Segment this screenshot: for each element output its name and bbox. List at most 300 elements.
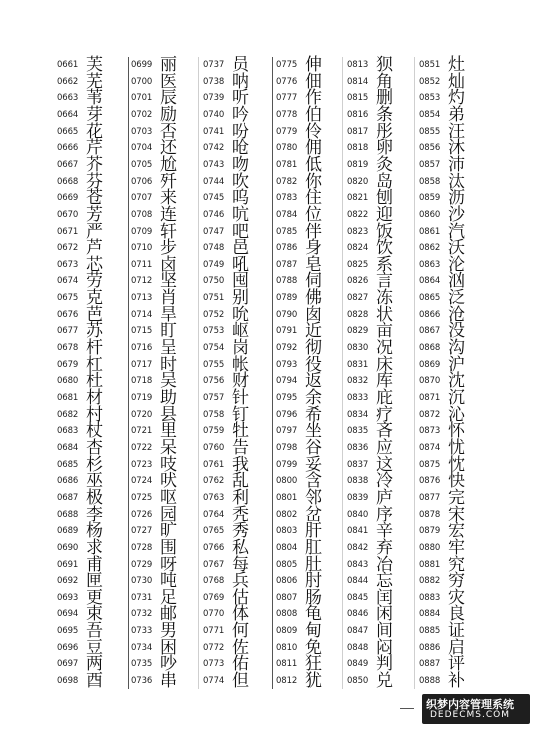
entry-character: 呆 [160, 437, 177, 458]
entry-code: 0713 [131, 293, 153, 304]
entry-code: 0723 [131, 459, 153, 470]
entry-code: 0672 [57, 243, 79, 254]
entry-code: 0857 [419, 159, 441, 170]
entry-code: 0811 [276, 659, 298, 670]
entry-character: 巫 [86, 471, 103, 492]
entry-code: 0694 [57, 609, 79, 620]
entry-code: 0680 [57, 376, 79, 387]
entry-code: 0878 [419, 509, 441, 520]
entry-character: 呛 [232, 138, 249, 159]
entry-code: 0832 [347, 376, 369, 387]
entry-code: 0673 [57, 259, 79, 270]
entry-character: 妥 [305, 454, 322, 475]
entry-character: 呕 [160, 487, 177, 508]
entry-character: 苏 [86, 321, 103, 342]
entry-code: 0721 [131, 426, 153, 437]
entry-code: 0693 [57, 592, 79, 603]
entry-code: 0692 [57, 576, 79, 587]
entry-code: 0809 [276, 626, 298, 637]
entry-code: 0758 [203, 409, 225, 420]
entry-code: 0870 [419, 376, 441, 387]
entry-code: 0797 [276, 426, 298, 437]
entry-character: 低 [305, 154, 322, 175]
entry-code: 0817 [347, 126, 369, 137]
entry-character: 怀 [448, 421, 465, 442]
entry-code: 0839 [347, 492, 369, 503]
entry-code: 0763 [203, 492, 225, 503]
entry-character: 芙 [86, 55, 103, 75]
entry-code: 0766 [203, 542, 225, 553]
entry-code: 0767 [203, 559, 225, 570]
entry-character: 但 [232, 671, 249, 692]
entry-character: 尬 [160, 154, 177, 175]
entry-code: 0676 [57, 309, 79, 320]
entry-character: 近 [305, 321, 322, 342]
entry-character: 系 [376, 254, 393, 275]
entry-code: 0841 [347, 526, 369, 537]
entry-character: 县 [160, 404, 177, 425]
entry-character: 冷 [376, 471, 393, 492]
entry-character: 沟 [448, 338, 465, 359]
entry-character: 连 [160, 204, 177, 225]
entry-character: 兑 [376, 671, 393, 692]
entry-code: 0791 [276, 326, 298, 337]
entry-character: 村 [86, 404, 103, 425]
entry-code: 0702 [131, 109, 153, 120]
entry-code: 0830 [347, 343, 369, 354]
entry-character: 饭 [376, 221, 393, 242]
entry-code: 0886 [419, 642, 441, 653]
entry-code: 0683 [57, 426, 79, 437]
entry-character: 芽 [86, 104, 103, 125]
entry-code: 0689 [57, 526, 79, 537]
entry-character: 佃 [305, 71, 322, 92]
entry-character: 束 [86, 604, 103, 625]
watermark-cn-text: 织梦内容管理系统 [426, 698, 514, 711]
entry-character: 评 [448, 654, 465, 675]
entry-character: 究 [448, 554, 465, 575]
entry-character: 极 [86, 487, 103, 508]
entry-code: 0863 [419, 259, 441, 270]
entry-code: 0709 [131, 226, 153, 237]
entry-code: 0759 [203, 426, 225, 437]
entry-character: 希 [305, 404, 322, 425]
entry-character: 励 [160, 104, 177, 125]
entry-code: 0795 [276, 393, 298, 403]
entry-code: 0743 [203, 159, 225, 170]
entry-character: 甫 [86, 554, 103, 575]
entry-code: 0868 [419, 343, 441, 354]
entry-code: 0686 [57, 476, 79, 487]
entry-character: 旷 [160, 521, 177, 542]
entry-character: 佐 [232, 637, 249, 658]
entry-character: 杏 [86, 437, 103, 458]
entry-character: 沙 [448, 204, 465, 225]
entry-code: 0796 [276, 409, 298, 420]
entry-code: 0860 [419, 209, 441, 220]
entry-code: 0717 [131, 359, 153, 370]
entry-code: 0813 [347, 60, 369, 70]
entry-character: 芯 [86, 254, 103, 275]
entry-code: 0805 [276, 559, 298, 570]
entry-character: 更 [86, 587, 103, 608]
entry-character: 佑 [232, 654, 249, 675]
entry-character: 完 [448, 487, 465, 508]
entry-character: 宏 [448, 521, 465, 542]
entry-code: 0885 [419, 626, 441, 637]
watermark-en-text: DEDECMS.COM [430, 710, 510, 720]
entry-character: 吭 [232, 204, 249, 225]
entry-character: 役 [305, 354, 322, 375]
entry-code: 0690 [57, 542, 79, 553]
entry-code: 0715 [131, 326, 153, 337]
entry-code: 0665 [57, 126, 79, 137]
entry-code: 0774 [203, 676, 225, 687]
entry-code: 0762 [203, 476, 225, 487]
entry-code: 0859 [419, 193, 441, 204]
character-column [57, 55, 117, 692]
entry-code: 0883 [419, 592, 441, 603]
entry-character: 呈 [160, 338, 177, 359]
entry-code: 0881 [419, 559, 441, 570]
entry-code: 0746 [203, 209, 225, 220]
entry-character: 判 [376, 654, 393, 675]
entry-code: 0874 [419, 442, 441, 453]
entry-code: 0781 [276, 159, 298, 170]
entry-code: 0677 [57, 326, 79, 337]
entry-code: 0803 [276, 526, 298, 537]
entry-code: 0816 [347, 109, 369, 120]
entry-character: 歼 [160, 171, 177, 192]
character-entry [347, 670, 413, 692]
entry-code: 0779 [276, 126, 298, 137]
entry-character: 囤 [232, 271, 249, 292]
entry-code: 0801 [276, 492, 298, 503]
entry-code: 0671 [57, 226, 79, 237]
character-entry [57, 670, 123, 692]
entry-code: 0835 [347, 426, 369, 437]
entry-code: 0661 [57, 60, 79, 70]
entry-character: 杠 [86, 354, 103, 375]
entry-character: 吾 [86, 621, 103, 642]
entry-code: 0716 [131, 343, 153, 354]
entry-code: 0710 [131, 243, 153, 254]
entry-code: 0825 [347, 259, 369, 270]
entry-character: 库 [376, 371, 393, 392]
entry-character: 弟 [448, 104, 465, 125]
entry-character: 吟 [232, 104, 249, 125]
entry-character: 汪 [448, 121, 465, 142]
entry-character: 序 [376, 504, 393, 525]
entry-character: 来 [160, 188, 177, 209]
entry-code: 0666 [57, 143, 79, 154]
entry-code: 0853 [419, 93, 441, 104]
entry-code: 0745 [203, 193, 225, 204]
entry-code: 0707 [131, 193, 153, 204]
entry-code: 0756 [203, 376, 225, 387]
entry-code: 0783 [276, 193, 298, 204]
entry-code: 0871 [419, 393, 441, 403]
entry-character: 呜 [232, 188, 249, 209]
entry-code: 0718 [131, 376, 153, 387]
entry-code: 0703 [131, 126, 153, 137]
entry-code: 0888 [419, 676, 441, 687]
entry-character: 伶 [305, 121, 322, 142]
entry-code: 0662 [57, 76, 79, 87]
entry-code: 0734 [131, 642, 153, 653]
entry-code: 0877 [419, 492, 441, 503]
entry-code: 0821 [347, 193, 369, 204]
entry-character: 伯 [305, 104, 322, 125]
entry-character: 岖 [232, 321, 249, 342]
entry-code: 0804 [276, 542, 298, 553]
entry-character: 彤 [376, 121, 393, 142]
entry-code: 0844 [347, 576, 369, 587]
entry-character: 灿 [448, 71, 465, 92]
entry-character: 兵 [232, 571, 249, 592]
entry-character: 吹 [232, 171, 249, 192]
entry-character: 亩 [376, 321, 393, 342]
entry-code: 0675 [57, 293, 79, 304]
entry-character: 龟 [305, 604, 322, 625]
entry-code: 0864 [419, 276, 441, 287]
entry-code: 0873 [419, 426, 441, 437]
entry-code: 0761 [203, 459, 225, 470]
entry-character: 估 [232, 587, 249, 608]
entry-code: 0725 [131, 492, 153, 503]
entry-code: 0777 [276, 93, 298, 104]
entry-code: 0865 [419, 293, 441, 304]
entry-character: 芥 [86, 154, 103, 175]
entry-code: 0847 [347, 626, 369, 637]
entry-character: 删 [376, 88, 393, 109]
entry-code: 0664 [57, 109, 79, 120]
entry-character: 冻 [376, 288, 393, 309]
column-divider [342, 57, 343, 689]
entry-character: 串 [160, 671, 177, 692]
entry-code: 0866 [419, 309, 441, 320]
entry-character: 状 [376, 304, 393, 325]
entry-code: 0760 [203, 442, 225, 453]
entry-code: 0773 [203, 659, 225, 670]
entry-character: 私 [232, 537, 249, 558]
entry-code: 0840 [347, 509, 369, 520]
entry-character: 狈 [376, 55, 393, 75]
entry-character: 彻 [305, 338, 322, 359]
character-column [203, 55, 263, 692]
entry-code: 0810 [276, 642, 298, 653]
entry-character: 辛 [376, 521, 393, 542]
entry-code: 0790 [276, 309, 298, 320]
entry-code: 0818 [347, 143, 369, 154]
entry-character: 含 [305, 471, 322, 492]
entry-code: 0824 [347, 243, 369, 254]
entry-code: 0851 [419, 60, 441, 70]
entry-code: 0753 [203, 326, 225, 337]
entry-code: 0775 [276, 60, 298, 70]
entry-code: 0765 [203, 526, 225, 537]
entry-code: 0876 [419, 476, 441, 487]
entry-code: 0827 [347, 293, 369, 304]
entry-character: 求 [86, 537, 103, 558]
entry-character: 肛 [305, 537, 322, 558]
entry-code: 0833 [347, 393, 369, 403]
entry-code: 0822 [347, 209, 369, 220]
entry-character: 别 [232, 288, 249, 309]
entry-code: 0852 [419, 76, 441, 87]
entry-code: 0812 [276, 676, 298, 687]
entry-code: 0837 [347, 459, 369, 470]
column-divider [198, 57, 199, 689]
entry-code: 0687 [57, 492, 79, 503]
entry-code: 0862 [419, 243, 441, 254]
entry-character: 杆 [86, 338, 103, 359]
entry-code: 0788 [276, 276, 298, 287]
entry-code: 0688 [57, 509, 79, 520]
entry-character: 位 [305, 204, 322, 225]
entry-character: 忘 [376, 571, 393, 592]
entry-character: 迎 [376, 204, 393, 225]
entry-code: 0836 [347, 442, 369, 453]
entry-code: 0682 [57, 409, 79, 420]
entry-code: 0806 [276, 576, 298, 587]
entry-code: 0711 [131, 259, 153, 270]
entry-code: 0663 [57, 93, 79, 104]
entry-code: 0695 [57, 626, 79, 637]
entry-code: 0799 [276, 459, 298, 470]
entry-character: 助 [160, 388, 177, 408]
character-entry [276, 670, 342, 692]
entry-character: 岔 [305, 504, 322, 525]
entry-character: 免 [305, 637, 322, 658]
entry-character: 卵 [376, 138, 393, 159]
entry-character: 岛 [376, 171, 393, 192]
entry-code: 0776 [276, 76, 298, 87]
entry-character: 每 [232, 554, 249, 575]
entry-character: 谷 [305, 437, 322, 458]
entry-code: 0738 [203, 76, 225, 87]
entry-code: 0834 [347, 409, 369, 420]
entry-code: 0861 [419, 226, 441, 237]
entry-character: 囱 [305, 304, 322, 325]
entry-code: 0755 [203, 359, 225, 370]
entry-code: 0757 [203, 393, 225, 403]
entry-code: 0699 [131, 60, 153, 70]
entry-character: 沁 [448, 404, 465, 425]
entry-code: 0814 [347, 76, 369, 87]
entry-code: 0845 [347, 592, 369, 603]
entry-code: 0780 [276, 143, 298, 154]
entry-code: 0848 [347, 642, 369, 653]
entry-character: 忧 [448, 437, 465, 458]
entry-character: 困 [160, 637, 177, 658]
entry-character: 李 [86, 504, 103, 525]
entry-code: 0736 [131, 676, 153, 687]
entry-code: 0670 [57, 209, 79, 220]
entry-code: 0742 [203, 143, 225, 154]
entry-character: 旱 [160, 304, 177, 325]
entry-character: 医 [160, 71, 177, 92]
entry-code: 0768 [203, 576, 225, 587]
entry-character: 没 [448, 321, 465, 342]
entry-code: 0815 [347, 93, 369, 104]
entry-code: 0856 [419, 143, 441, 154]
entry-code: 0700 [131, 76, 153, 87]
entry-character: 忱 [448, 454, 465, 475]
entry-character: 针 [232, 388, 249, 408]
character-column [131, 55, 191, 692]
entry-character: 沦 [448, 254, 465, 275]
entry-character: 还 [160, 138, 177, 159]
entry-code: 0754 [203, 343, 225, 354]
entry-character: 肘 [305, 571, 322, 592]
entry-code: 0705 [131, 159, 153, 170]
entry-code: 0674 [57, 276, 79, 287]
watermark-logo [422, 694, 530, 724]
entry-character: 吮 [232, 304, 249, 325]
entry-code: 0867 [419, 326, 441, 337]
entry-character: 丽 [160, 55, 177, 75]
entry-character: 你 [305, 171, 322, 192]
entry-character: 呐 [232, 71, 249, 92]
entry-code: 0831 [347, 359, 369, 370]
entry-character: 灸 [376, 154, 393, 175]
entry-character: 芦 [86, 238, 103, 259]
entry-code: 0735 [131, 659, 153, 670]
entry-character: 我 [232, 454, 249, 475]
entry-code: 0691 [57, 559, 79, 570]
entry-character: 汽 [448, 221, 465, 242]
entry-character: 作 [305, 88, 322, 109]
entry-code: 0770 [203, 609, 225, 620]
entry-character: 汰 [448, 171, 465, 192]
entry-code: 0739 [203, 93, 225, 104]
entry-code: 0793 [276, 359, 298, 370]
entry-code: 0769 [203, 592, 225, 603]
entry-code: 0843 [347, 559, 369, 570]
entry-character: 吻 [232, 154, 249, 175]
entry-code: 0786 [276, 243, 298, 254]
entry-character: 告 [232, 437, 249, 458]
entry-character: 沧 [448, 304, 465, 325]
entry-character: 吼 [232, 254, 249, 275]
entry-character: 伴 [305, 221, 322, 242]
entry-code: 0802 [276, 509, 298, 520]
entry-character: 呀 [160, 554, 177, 575]
entry-code: 0724 [131, 476, 153, 487]
entry-character: 冶 [376, 554, 393, 575]
entry-code: 0798 [276, 442, 298, 453]
entry-character: 利 [232, 487, 249, 508]
entry-character: 庇 [376, 388, 393, 408]
entry-character: 克 [86, 288, 103, 309]
entry-character: 男 [160, 621, 177, 642]
entry-code: 0701 [131, 93, 153, 104]
entry-code: 0884 [419, 609, 441, 620]
entry-character: 杖 [86, 421, 103, 442]
entry-code: 0667 [57, 159, 79, 170]
entry-character: 穷 [448, 571, 465, 592]
entry-character: 杨 [86, 521, 103, 542]
entry-character: 沪 [448, 354, 465, 375]
entry-character: 沛 [448, 154, 465, 175]
entry-character: 沐 [448, 138, 465, 159]
entry-character: 角 [376, 71, 393, 92]
entry-character: 狂 [305, 654, 322, 675]
entry-character: 住 [305, 188, 322, 209]
entry-code: 0679 [57, 359, 79, 370]
entry-character: 闲 [376, 604, 393, 625]
